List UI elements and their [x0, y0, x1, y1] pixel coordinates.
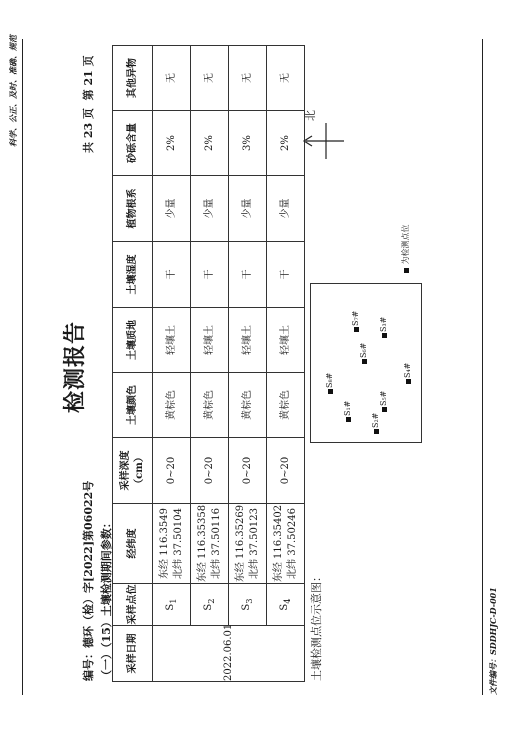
- color-cell: 黄棕色: [191, 373, 229, 438]
- map-caption: 土壤检测点位示意图：: [310, 571, 323, 681]
- north-arrow: [300, 121, 350, 161]
- map-marker: S₄#: [403, 363, 412, 384]
- gravel-cell: 2%: [267, 111, 305, 176]
- north-label: 北: [304, 110, 317, 121]
- table-row: [267, 46, 305, 682]
- header-cell: 采样点位: [113, 584, 153, 626]
- header-cell: 经纬度: [113, 504, 153, 584]
- roots-cell: 少量: [191, 176, 229, 242]
- depth-cell: 0~20: [267, 438, 305, 504]
- monitoring-point-map: [310, 283, 422, 443]
- other-cell: 无: [229, 46, 267, 111]
- north-arrow-icon: [300, 121, 346, 161]
- header-cell: 采样日期: [113, 626, 153, 682]
- map-marker: S₆#: [359, 343, 368, 364]
- marker-square-icon: [354, 327, 359, 332]
- marker-square-icon: [346, 417, 351, 422]
- table-row: [153, 46, 191, 682]
- table-row: [191, 46, 229, 682]
- point-cell: $S_1$: [153, 584, 191, 626]
- header-cell: 砂砾含量: [113, 111, 153, 176]
- date-cell: 2022.06.01: [153, 626, 305, 682]
- other-cell: 无: [191, 46, 229, 111]
- roots-cell: 少量: [153, 176, 191, 242]
- other-cell: 无: [153, 46, 191, 111]
- marker-square-icon: [382, 407, 387, 412]
- moisture-cell: 干: [153, 242, 191, 308]
- gravel-cell: 3%: [229, 111, 267, 176]
- legend-square-icon: [404, 268, 409, 273]
- marker-square-icon: [328, 389, 333, 394]
- map-marker: S₈#: [325, 373, 334, 394]
- gravel-cell: 2%: [191, 111, 229, 176]
- texture-cell: 轻壤土: [153, 308, 191, 373]
- moisture-cell: 干: [229, 242, 267, 308]
- table-row: [229, 46, 267, 682]
- map-legend: 为检测点位: [400, 224, 411, 273]
- texture-cell: 轻壤土: [191, 308, 229, 373]
- soil-parameter-table: [112, 45, 305, 682]
- marker-square-icon: [362, 359, 367, 364]
- texture-cell: 轻壤土: [229, 308, 267, 373]
- color-cell: 黄棕色: [229, 373, 267, 438]
- point-cell: $S_2$: [191, 584, 229, 626]
- moisture-cell: 干: [191, 242, 229, 308]
- depth-cell: 0~20: [191, 438, 229, 504]
- coord-cell: 东经 116.35269 北纬 37.50123: [229, 504, 267, 584]
- table-header-row: [113, 46, 153, 682]
- file-number: 文件编号：SDDHJC-D-001: [488, 587, 498, 695]
- coord-cell: 东经 116.35402 北纬 37.50246: [267, 504, 305, 584]
- header-cell: 土壤颜色: [113, 373, 153, 438]
- page-total: 共 23 页: [82, 108, 95, 153]
- point-cell: $S_3$: [229, 584, 267, 626]
- header-rule: [482, 39, 483, 695]
- page-info: [80, 55, 96, 153]
- depth-cell: 0~20: [229, 438, 267, 504]
- page-current: 第 21 页: [82, 55, 95, 101]
- report-title: 检测报告: [62, 320, 88, 413]
- point-cell: $S_4$: [267, 584, 305, 626]
- marker-square-icon: [374, 429, 379, 434]
- color-cell: 黄棕色: [153, 373, 191, 438]
- header-cell: 其他异物: [113, 46, 153, 111]
- map-marker: S₅#: [379, 391, 388, 412]
- marker-square-icon: [382, 333, 387, 338]
- other-cell: 无: [267, 46, 305, 111]
- color-cell: 黄棕色: [267, 373, 305, 438]
- header-cell: 土壤湿度: [113, 242, 153, 308]
- header-cell: 植物根系: [113, 176, 153, 242]
- marker-square-icon: [406, 379, 411, 384]
- slogan: 科学、公正、及时、准确、规范: [8, 35, 18, 147]
- map-marker: S₂#: [371, 413, 380, 434]
- coord-cell: 东经 116.35358 北纬 37.50116: [191, 504, 229, 584]
- section-title: （一）（15）土壤检测期间参数：: [100, 517, 113, 681]
- report-number: 编号：德环（检）字[2022]第06022号: [82, 480, 95, 681]
- depth-cell: 0~20: [153, 438, 191, 504]
- gravel-cell: 2%: [153, 111, 191, 176]
- roots-cell: 少量: [267, 176, 305, 242]
- roots-cell: 少量: [229, 176, 267, 242]
- moisture-cell: 干: [267, 242, 305, 308]
- top-rule: [22, 39, 23, 695]
- map-marker: S₃#: [379, 317, 388, 338]
- texture-cell: 轻壤土: [267, 308, 305, 373]
- coord-cell: 东经 116.3549 北纬 37.50104: [153, 504, 191, 584]
- header-cell: 采样深度（cm）: [113, 438, 153, 504]
- map-marker: S₇#: [351, 311, 360, 332]
- map-marker: S₁#: [343, 401, 352, 422]
- header-cell: 土壤质地: [113, 308, 153, 373]
